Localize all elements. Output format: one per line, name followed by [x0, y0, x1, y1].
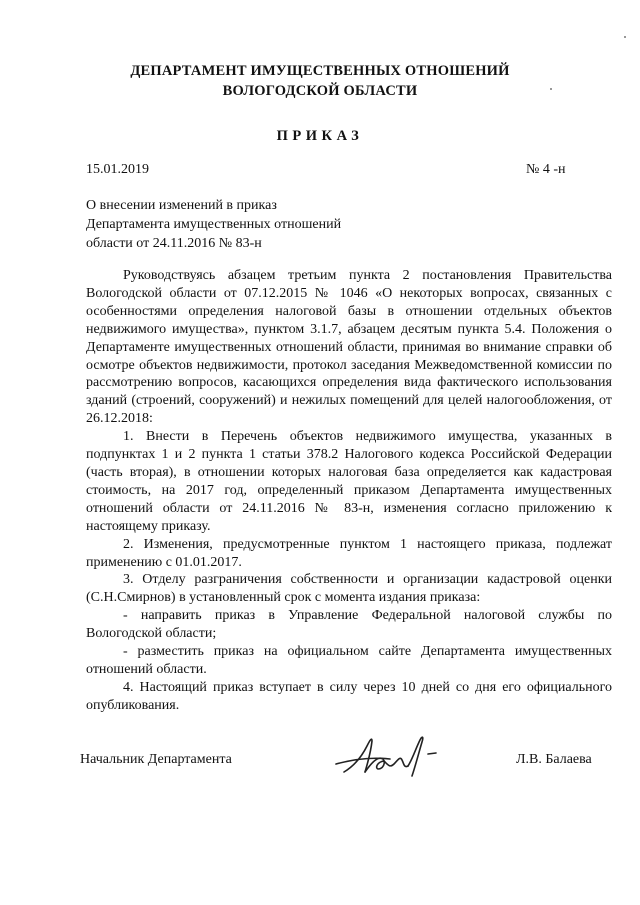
order-subject-line: О внесении изменений в приказ: [86, 198, 277, 213]
order-number: № 4 -н: [526, 162, 566, 177]
item-3b-paragraph: - разместить приказ на официальном сайте Департамента имущественных отношений области.: [86, 644, 612, 677]
item-1-paragraph: 1. Внести в Перечень объектов недвижимого имущества, указанных в подпунктах 1 и 2 пункта 1 статьи 378.2 Налогового кодекса Российской Федерации (часть вторая), в отношении которых налоговая база определяется как кадастровая стоимость, на 2017 год, определенный приказом Департамента имущественных отношений области от 24.11.2016 № 83-н, изменения согласно приложению к настоящему приказу.: [86, 429, 612, 534]
department-header: [0, 61, 640, 101]
item-3-paragraph: 3. Отделу разграничения собственности и организации кадастровой оценки (С.Н.Смирнов) в установленный срок с момента издания приказа:: [86, 572, 612, 606]
order-subject: [86, 196, 341, 253]
preamble-paragraph: Руководствуясь абзацем третьим пункта 2 постановления Правительства Вологодской области от 07.12.2015 № 1046 «О некоторых вопросах, связанных с особенностями определения налоговой базы в отношении отдельных объектов недвижимого имущества», пунктом 3.1.7, абзацем десятым пункта 5.4. Положения о Департаменте имущественных отношений области, принимая во внимание справки об осмотре объектов недвижимости, протокол заседания Межведомственной комиссии по рассмотрению вопросов, касающихся определения вида фактического использования зданий (строений, сооружений) и нежилых помещений для целей налогообложения, от 26.12.2018:: [86, 268, 612, 427]
item-4-paragraph: 4. Настоящий приказ вступает в силу через 10 дней со дня его официального опубликования.: [86, 679, 612, 713]
signatory-name: Л.В. Балаева: [516, 752, 592, 767]
order-subject-line: области от 24.11.2016 № 83-н: [86, 236, 262, 251]
item-2-paragraph: 2. Изменения, предусмотренные пунктом 1 настоящего приказа, подлежат применению с 01.01.2017.: [86, 536, 612, 570]
handwritten-signature-icon: [332, 732, 450, 778]
order-body: [86, 267, 612, 715]
department-header-line2: ВОЛОГОДСКОЙ ОБЛАСТИ: [222, 83, 418, 99]
department-header-line1: ДЕПАРТАМЕНТ ИМУЩЕСТВЕННЫХ ОТНОШЕНИЙ: [130, 63, 510, 79]
scan-speck: [624, 36, 626, 38]
signatory-position: Начальник Департамента: [80, 752, 232, 767]
order-subject-line: Департамента имущественных отношений: [86, 217, 342, 232]
item-3a-paragraph: - направить приказ в Управление Федеральной налоговой службы по Вологодской области;: [86, 608, 612, 642]
order-title: ПРИКАЗ: [276, 128, 364, 144]
order-date: 15.01.2019: [86, 162, 149, 177]
